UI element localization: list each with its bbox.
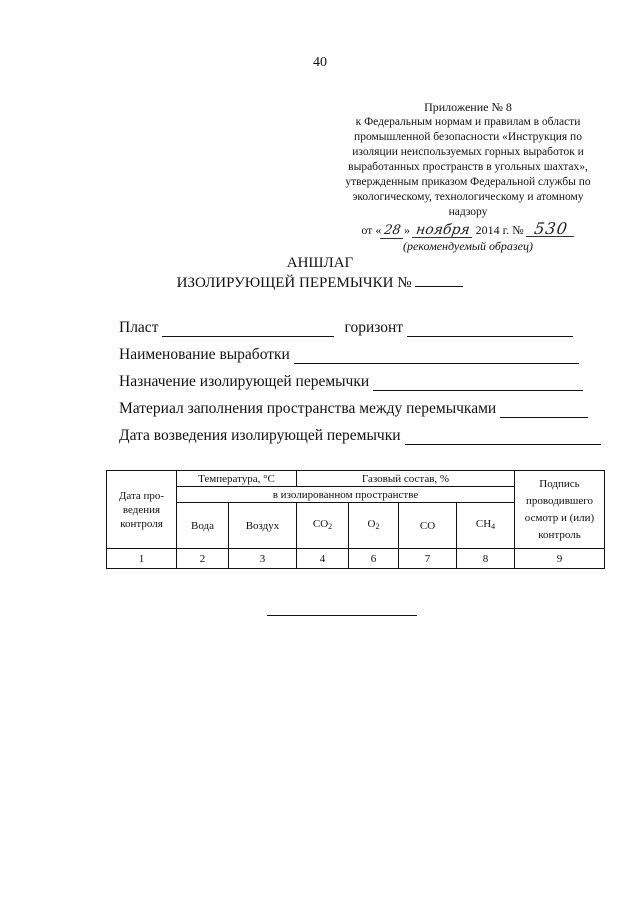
column-number: 3	[229, 549, 297, 569]
appendix-line: к Федеральным нормам и правилам в области	[355, 116, 581, 128]
material-field[interactable]	[500, 403, 588, 418]
appendix-line: надзору	[448, 206, 488, 218]
header-inspection-date: Дата про-ведения контроля	[107, 471, 177, 549]
material-label: Материал заполнения пространства между перемычками	[119, 400, 497, 417]
working-row	[119, 337, 609, 364]
seam-label: Пласт	[119, 319, 159, 336]
column-number: 1	[107, 549, 177, 569]
page-number: 40	[313, 55, 327, 70]
header-water: Вода	[177, 503, 229, 549]
purpose-field[interactable]	[373, 376, 583, 391]
column-number: 2	[177, 549, 229, 569]
seam-field[interactable]	[162, 322, 334, 337]
horizon-field[interactable]	[407, 322, 573, 337]
purpose-row	[119, 364, 609, 391]
recommended-sample-note: (рекомендуемый образец)	[403, 239, 533, 253]
date-label: Дата возведения изолирующей перемычки	[119, 427, 401, 444]
handwritten-day: 28	[380, 224, 405, 239]
column-number: 7	[399, 549, 457, 569]
bulkhead-number-blank[interactable]	[415, 274, 463, 287]
document-title	[0, 253, 640, 293]
appendix-line: промышленной безопасности «Инструкция по	[354, 131, 582, 143]
form-fields	[119, 310, 609, 445]
handwritten-order-number: 530	[526, 222, 576, 237]
column-number: 6	[349, 549, 399, 569]
date-mid: »	[403, 223, 410, 237]
header-air: Воздух	[229, 503, 297, 549]
order-date-line	[318, 219, 618, 239]
purpose-label: Назначение изолирующей перемычки	[119, 373, 370, 390]
horizon-label: горизонт	[344, 319, 404, 336]
working-field[interactable]	[294, 349, 579, 364]
appendix-line: утвержденным приказом Федеральной службы по	[345, 176, 591, 188]
title-line-2: ИЗОЛИРУЮЩЕЙ ПЕРЕМЫЧКИ №	[0, 273, 640, 293]
header-o2: $O_2$	[349, 503, 399, 549]
working-label: Наименование выработки	[119, 346, 290, 363]
column-number: 4	[297, 549, 349, 569]
header-isolated-space: в изолированном пространстве	[177, 487, 515, 503]
appendix-block	[318, 100, 618, 254]
header-co: CO	[399, 503, 457, 549]
column-number: 8	[457, 549, 515, 569]
appendix-line: изоляции неиспользуемых горных выработок и	[352, 146, 584, 158]
date-row	[119, 418, 609, 445]
header-temperature: Температура, °С	[177, 471, 297, 487]
header-gas-composition: Газовый состав, %	[297, 471, 515, 487]
appendix-line: выработанных пространств в угольных шахтах»,	[348, 161, 588, 173]
handwritten-month: ноября	[412, 223, 474, 238]
inspection-log-table	[106, 470, 605, 569]
header-ch4: $CH_4$	[457, 503, 515, 549]
appendix-title: Приложение № 8	[424, 100, 512, 114]
header-signature: Подпись проводившего осмотр и (или) контроль	[515, 471, 605, 549]
seam-row	[119, 310, 609, 337]
column-number: 9	[515, 549, 605, 569]
appendix-line: экологическому, технологическому и атомному	[352, 191, 584, 203]
title-line-1: АНШЛАГ	[286, 255, 354, 271]
date-field[interactable]	[405, 430, 601, 445]
date-prefix: от «	[361, 223, 382, 237]
material-row	[119, 391, 609, 418]
header-co2: $CO_2$	[297, 503, 349, 549]
date-year: 2014 г. №	[475, 223, 524, 237]
closing-rule-line	[267, 615, 417, 616]
